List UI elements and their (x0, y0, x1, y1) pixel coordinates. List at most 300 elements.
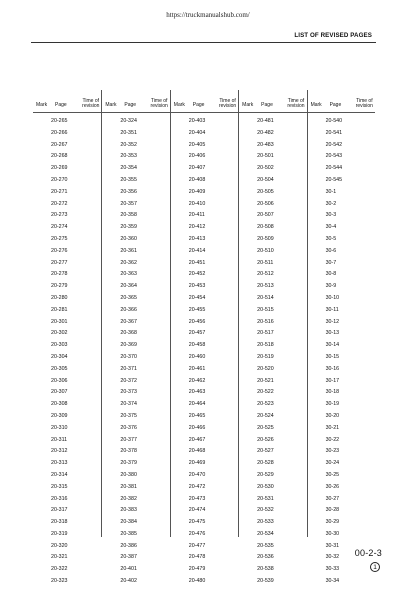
table-row (239, 140, 306, 152)
page-cell: 20-307 (51, 389, 68, 396)
table-row (171, 293, 238, 305)
page-cell: 30-15 (325, 353, 340, 360)
page-cell: 20-355 (120, 176, 137, 183)
page-cell: 20-277 (51, 259, 68, 266)
table-row (33, 199, 101, 211)
table-row (239, 435, 306, 447)
page-cell: 30-18 (325, 389, 340, 396)
table-row (102, 576, 169, 588)
page-cell: 20-401 (120, 566, 137, 573)
table-row (171, 541, 238, 553)
table-row (33, 505, 101, 517)
page-cell: 20-481 (257, 118, 274, 124)
page-cell: 20-375 (120, 412, 137, 419)
page-cell: 20-376 (120, 424, 137, 431)
table-row (33, 576, 101, 588)
page-cell: 30-1 (325, 188, 337, 195)
header-page: Page (329, 102, 342, 109)
table-row (308, 340, 375, 352)
table-row (239, 128, 306, 140)
table-row (308, 222, 375, 234)
table-row (33, 446, 101, 458)
page-cell: 20-541 (325, 129, 343, 136)
table-row (308, 317, 375, 329)
table-row (308, 246, 375, 258)
page-cell: 20-372 (120, 377, 137, 384)
table-row (308, 116, 375, 128)
page-cell: 20-521 (257, 377, 274, 384)
table-row (33, 564, 101, 576)
table-row (308, 364, 375, 376)
page-cell: 20-455 (188, 306, 206, 313)
page-cell: 20-514 (257, 294, 274, 301)
page-cell: 20-266 (51, 129, 68, 136)
page-cell: 20-363 (120, 271, 137, 278)
table-row (33, 552, 101, 564)
table-row (33, 175, 101, 187)
page-cell: 20-458 (188, 342, 206, 349)
page-cell: 30-6 (325, 247, 337, 254)
table-row (239, 364, 306, 376)
table-row (102, 222, 169, 234)
table-column (170, 90, 238, 585)
page-cell: 20-469 (188, 460, 206, 467)
page-cell: 20-273 (51, 212, 68, 219)
table-row (171, 435, 238, 447)
table-row (171, 328, 238, 340)
page-cell: 20-321 (51, 554, 68, 561)
table-row (308, 140, 375, 152)
header-time-line2: revision (150, 103, 168, 110)
table-row (308, 328, 375, 340)
page-cell: 30-21 (325, 424, 340, 431)
header-time-of-revision (287, 99, 304, 110)
page-cell: 20-385 (120, 530, 137, 537)
header-time-line1: Time of (219, 97, 236, 104)
page-cell: 20-506 (257, 200, 274, 207)
page-cell: 20-518 (257, 342, 274, 349)
table-row (102, 128, 169, 140)
page-cell: 20-538 (257, 566, 274, 573)
table-row (171, 199, 238, 211)
table-row (171, 128, 238, 140)
header-mark: Mark (310, 102, 322, 109)
page-cell: 30-11 (325, 306, 339, 313)
page-cell: 20-472 (188, 483, 206, 490)
table-row (102, 281, 169, 293)
table-row (239, 352, 306, 364)
page-cell: 30-30 (325, 530, 340, 537)
table-row (171, 364, 238, 376)
page-cell: 30-32 (325, 554, 340, 561)
page-cell: 20-473 (188, 495, 206, 502)
page-cell: 20-360 (120, 235, 137, 242)
table-row (33, 376, 101, 388)
table-row (102, 140, 169, 152)
page-cell: 20-531 (257, 495, 274, 502)
table-row (102, 364, 169, 376)
table-row (33, 470, 101, 482)
page-cell: 30-31 (325, 542, 340, 549)
table-row (239, 399, 306, 411)
page-cell: 20-477 (188, 542, 206, 549)
page-cell: 20-406 (188, 153, 206, 160)
table-row (102, 234, 169, 246)
table-row (308, 175, 375, 187)
page-cell: 30-24 (325, 460, 340, 467)
page-cell: 20-356 (120, 188, 137, 195)
page-cell: 20-306 (51, 377, 68, 384)
table-row (239, 517, 306, 529)
page-cell: 20-276 (51, 247, 68, 254)
table-row (239, 458, 306, 470)
table-row (102, 446, 169, 458)
table-row (102, 352, 169, 364)
page-cell: 20-451 (188, 259, 206, 266)
table-row (171, 494, 238, 506)
table-row (102, 305, 169, 317)
table-row (239, 505, 306, 517)
column-header (33, 90, 101, 113)
page-cell: 30-7 (325, 259, 337, 266)
page-cell: 20-462 (188, 377, 206, 384)
table-row (171, 210, 238, 222)
page-cell: 20-468 (188, 448, 206, 455)
header-time-line1: Time of (82, 97, 100, 104)
table-row (239, 494, 306, 506)
table-row (171, 458, 238, 470)
table-row (33, 494, 101, 506)
table-row (239, 446, 306, 458)
table-row (33, 340, 101, 352)
table-row (102, 151, 169, 163)
table-row (171, 505, 238, 517)
page-cell: 30-22 (325, 436, 340, 443)
page-cell: 20-414 (188, 247, 206, 254)
page-cell: 20-411 (188, 212, 205, 219)
page-cell: 20-513 (257, 283, 274, 290)
page-cell: 30-33 (325, 566, 340, 573)
page-cell: 20-508 (257, 224, 274, 231)
table-row (33, 151, 101, 163)
page-cell: 20-413 (188, 235, 206, 242)
page-cell: 20-527 (257, 448, 274, 455)
table-row (239, 576, 306, 588)
header-page: Page (55, 102, 67, 109)
page-cell: 20-320 (51, 542, 68, 549)
page-cell: 20-323 (51, 578, 68, 585)
table-row (102, 293, 169, 305)
header-time-line1: Time of (150, 97, 168, 104)
table-row (102, 517, 169, 529)
table-row (33, 517, 101, 529)
page-cell: 20-530 (257, 483, 274, 490)
page-cell: 20-405 (188, 141, 206, 148)
table-row (171, 222, 238, 234)
table-row (102, 494, 169, 506)
table-row (171, 576, 238, 588)
page-cell: 20-464 (188, 401, 206, 408)
page-cell: 20-314 (51, 471, 68, 478)
header-rule (31, 42, 376, 43)
table-row (33, 317, 101, 329)
page-cell: 20-501 (257, 153, 274, 160)
table-row (171, 376, 238, 388)
page-cell: 20-302 (51, 330, 68, 337)
page-cell: 20-460 (188, 353, 206, 360)
page-cell: 20-318 (51, 519, 68, 526)
table-row (239, 541, 306, 553)
table-row (239, 305, 306, 317)
page-cell: 30-9 (325, 283, 337, 290)
table-row (308, 423, 375, 435)
column-header (171, 90, 238, 113)
table-row (239, 376, 306, 388)
table-row (171, 305, 238, 317)
table-row (308, 517, 375, 529)
page-cell: 30-25 (325, 471, 340, 478)
page-cell: 20-528 (257, 460, 274, 467)
header-page: Page (192, 102, 205, 109)
page-cell: 20-526 (257, 436, 274, 443)
header-time-line2: revision (82, 103, 100, 110)
page-cell: 20-502 (257, 165, 274, 172)
page-cell: 20-308 (51, 401, 68, 408)
header-time-line2: revision (287, 103, 305, 110)
page-cell: 20-475 (188, 519, 206, 526)
page-cell: 20-371 (120, 365, 137, 372)
page-cell: 20-353 (120, 153, 137, 160)
header-page: Page (261, 102, 273, 109)
table-row (33, 140, 101, 152)
page-cell: 20-529 (257, 471, 274, 478)
page-cell: 30-19 (325, 401, 340, 408)
table-row (308, 411, 375, 423)
table-row (171, 517, 238, 529)
page-cell: 20-271 (51, 188, 68, 195)
header-mark: Mark (173, 102, 185, 109)
page-cell: 20-511 (257, 259, 274, 266)
page-cell: 20-301 (51, 318, 68, 325)
page-cell: 20-387 (120, 554, 137, 561)
table-row (239, 258, 306, 270)
page-cell: 20-281 (51, 306, 68, 313)
table-row (308, 576, 375, 588)
page-cell: 20-274 (51, 224, 68, 231)
page-cell: 20-410 (188, 200, 206, 207)
page-cell: 20-384 (120, 519, 137, 526)
table-row (308, 187, 375, 199)
page-cell: 20-461 (188, 365, 206, 372)
page-cell: 20-535 (257, 542, 274, 549)
page-cell: 20-311 (51, 436, 68, 443)
table-row (239, 210, 306, 222)
table-row (102, 199, 169, 211)
page-cell: 20-316 (51, 495, 68, 502)
page-cell: 20-359 (120, 224, 137, 231)
table-row (33, 234, 101, 246)
header-mark: Mark (242, 102, 254, 109)
page-cell: 20-368 (120, 330, 137, 337)
table-row (102, 269, 169, 281)
header-time-of-revision (151, 99, 168, 110)
table-row (308, 482, 375, 494)
page-cell: 20-358 (120, 212, 137, 219)
header-mark: Mark (36, 102, 48, 109)
page-cell: 20-265 (51, 118, 68, 124)
table-row (171, 151, 238, 163)
page-cell: 20-536 (257, 554, 274, 561)
page-cell: 20-278 (51, 271, 68, 278)
table-row (33, 328, 101, 340)
page-cell: 20-354 (120, 165, 137, 172)
page-cell: 20-315 (51, 483, 68, 490)
page-cell: 30-28 (325, 507, 340, 514)
table-row (239, 234, 306, 246)
table-row (308, 352, 375, 364)
page-cell: 20-366 (120, 306, 137, 313)
table-column (33, 90, 101, 585)
table-row (308, 151, 375, 163)
table-row (33, 458, 101, 470)
page-cell: 20-319 (51, 530, 68, 537)
table-row (308, 529, 375, 541)
page-cell: 20-509 (257, 235, 274, 242)
table-row (102, 116, 169, 128)
page-cell: 30-14 (325, 342, 340, 349)
table-row (171, 529, 238, 541)
table-column (238, 90, 306, 585)
page-cell: 20-512 (257, 271, 274, 278)
table-row (102, 482, 169, 494)
page-cell: 20-365 (120, 294, 137, 301)
table-row (171, 187, 238, 199)
page-cell: 20-545 (325, 176, 343, 183)
page-cell: 20-532 (257, 507, 274, 514)
page-cell: 30-13 (325, 330, 340, 337)
table-row (308, 446, 375, 458)
table-row (239, 387, 306, 399)
table-row (33, 187, 101, 199)
page-cell: 20-453 (188, 283, 206, 290)
page-cell: 20-378 (120, 448, 137, 455)
table-row (33, 269, 101, 281)
table-row (308, 293, 375, 305)
page-cell: 20-322 (51, 566, 68, 573)
table-row (33, 411, 101, 423)
page-cell: 20-542 (325, 141, 343, 148)
table-row (171, 234, 238, 246)
page-cell: 20-522 (257, 389, 274, 396)
table-row (239, 269, 306, 281)
table-row (308, 376, 375, 388)
table-row (102, 411, 169, 423)
table-row (171, 281, 238, 293)
page-cell: 20-517 (257, 330, 274, 337)
table-row (102, 376, 169, 388)
column-header (308, 90, 375, 113)
table-row (239, 328, 306, 340)
page-cell: 20-523 (257, 401, 274, 408)
page-title: LIST OF REVISED PAGES (294, 32, 372, 39)
table-row (239, 151, 306, 163)
table-row (33, 222, 101, 234)
table-row (102, 564, 169, 576)
page-cell: 20-482 (257, 129, 274, 136)
table-row (308, 210, 375, 222)
page-cell: 20-470 (188, 471, 206, 478)
page-cell: 20-452 (188, 271, 206, 278)
header-time-line2: revision (218, 103, 237, 110)
table-row (239, 411, 306, 423)
table-row (308, 505, 375, 517)
page-cell: 20-467 (188, 436, 206, 443)
table-column (101, 90, 169, 585)
table-row (33, 529, 101, 541)
page-cell: 30-3 (325, 212, 337, 219)
page-cell: 20-305 (51, 365, 68, 372)
table-row (33, 435, 101, 447)
header-time-line2: revision (355, 103, 373, 110)
page-cell: 30-16 (325, 365, 340, 372)
page-cell: 20-386 (120, 542, 137, 549)
table-row (308, 258, 375, 270)
page-cell: 20-478 (188, 554, 206, 561)
table-row (239, 482, 306, 494)
page-cell: 20-379 (120, 460, 137, 467)
table-row (102, 258, 169, 270)
page-cell: 30-4 (325, 224, 337, 231)
page-cell: 20-303 (51, 342, 68, 349)
page-cell: 20-519 (257, 353, 274, 360)
page-cell: 20-476 (188, 530, 206, 537)
table-row (102, 505, 169, 517)
page-cell: 20-408 (188, 176, 206, 183)
page-cell: 20-270 (51, 176, 68, 183)
page-cell: 20-357 (120, 200, 137, 207)
table-row (171, 246, 238, 258)
table-row (308, 494, 375, 506)
page-cell: 20-352 (120, 141, 137, 148)
table-row (102, 317, 169, 329)
table-row (102, 470, 169, 482)
table-row (308, 234, 375, 246)
page-cell: 20-474 (188, 507, 206, 514)
table-row (102, 187, 169, 199)
page-cell: 30-26 (325, 483, 340, 490)
table-row (308, 387, 375, 399)
page-cell: 20-310 (51, 424, 68, 431)
page-cell: 20-369 (120, 342, 137, 349)
page-cell: 20-267 (51, 141, 68, 148)
table-row (33, 387, 101, 399)
page-cell: 20-364 (120, 283, 137, 290)
table-row (308, 199, 375, 211)
page-cell: 30-34 (325, 578, 340, 585)
table-row (102, 529, 169, 541)
table-row (308, 281, 375, 293)
page-cell: 20-367 (120, 318, 137, 325)
table-row (239, 163, 306, 175)
page-cell: 20-317 (51, 507, 68, 514)
table-row (308, 435, 375, 447)
page-cell: 20-272 (51, 200, 68, 207)
revision-mark: 1 (370, 562, 380, 572)
table-row (239, 423, 306, 435)
page-cell: 20-480 (188, 578, 206, 585)
table-row (171, 411, 238, 423)
table-row (33, 116, 101, 128)
